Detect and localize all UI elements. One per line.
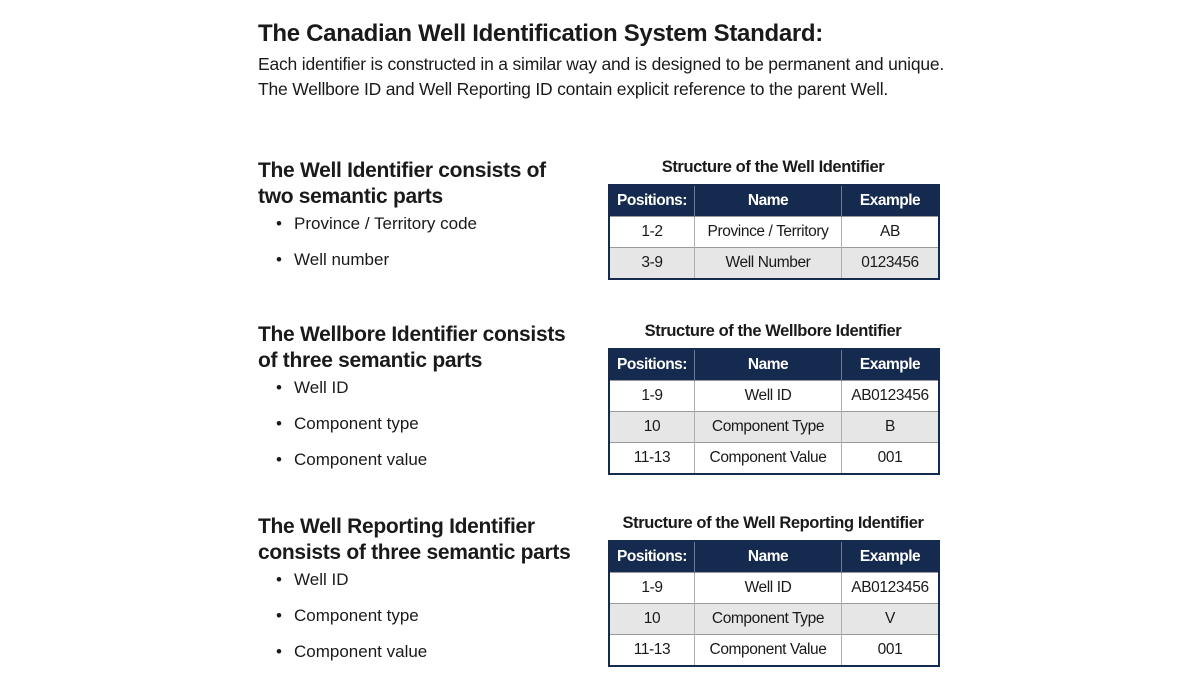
- table-header-row: [609, 185, 939, 217]
- bullet-list: [276, 214, 477, 286]
- cell-example: 0123456: [842, 248, 940, 280]
- bullet-list: [276, 378, 427, 486]
- list-item: • Component type: [276, 414, 427, 450]
- table-title: Structure of the Well Reporting Identifier: [622, 514, 924, 532]
- cell-name: Component Type: [695, 604, 842, 635]
- cell-positions: 10: [609, 412, 695, 443]
- cell-positions: 1-9: [609, 381, 695, 412]
- column-header-name: Name: [695, 541, 842, 573]
- list-item: • Well ID: [276, 378, 427, 414]
- column-header-example: Example: [842, 349, 940, 381]
- section-heading: The Wellbore Identifier consists of three semantic parts: [258, 323, 566, 372]
- cell-name: Province / Territory: [695, 217, 842, 248]
- column-header-positions: Positions:: [609, 185, 695, 217]
- table-row: [609, 412, 939, 443]
- cell-name: Well Number: [695, 248, 842, 280]
- table-title: Structure of the Well Identifier: [661, 158, 885, 176]
- well-reporting-identifier-table: [608, 540, 940, 667]
- table-row: [609, 604, 939, 635]
- cell-name: Component Value: [695, 635, 842, 667]
- list-item: • Well number: [276, 250, 477, 286]
- document-page: [258, 20, 958, 680]
- table-row: [609, 381, 939, 412]
- section-heading: The Well Reporting Identifier consists of three semantic parts: [258, 515, 571, 564]
- cell-example: 001: [842, 443, 940, 475]
- list-item: • Component type: [276, 606, 427, 642]
- cell-name: Component Value: [695, 443, 842, 475]
- column-header-positions: Positions:: [609, 349, 695, 381]
- table-title: Structure of the Wellbore Identifier: [644, 322, 902, 340]
- cell-positions: 11-13: [609, 635, 695, 667]
- table-row: [609, 443, 939, 475]
- table-row: [609, 635, 939, 667]
- cell-example: V: [842, 604, 940, 635]
- cell-positions: 1-2: [609, 217, 695, 248]
- cell-example: B: [842, 412, 940, 443]
- column-header-name: Name: [695, 349, 842, 381]
- column-header-example: Example: [842, 185, 940, 217]
- wellbore-identifier-table: [608, 348, 940, 475]
- cell-example: AB0123456: [842, 381, 940, 412]
- intro-paragraph: Each identifier is constructed in a similar way and is designed to be permanent and unique. The Wellbore ID and Well Reporting ID contain explicit reference to the parent Well.: [258, 54, 945, 99]
- cell-name: Well ID: [695, 573, 842, 604]
- cell-positions: 3-9: [609, 248, 695, 280]
- table-row: [609, 248, 939, 280]
- cell-positions: 1-9: [609, 573, 695, 604]
- cell-example: 001: [842, 635, 940, 667]
- well-identifier-table: [608, 184, 940, 280]
- column-header-name: Name: [695, 185, 842, 217]
- page-title: The Canadian Well Identification System Standard:: [258, 20, 823, 47]
- cell-name: Well ID: [695, 381, 842, 412]
- column-header-positions: Positions:: [609, 541, 695, 573]
- table-row: [609, 573, 939, 604]
- cell-positions: 10: [609, 604, 695, 635]
- bullet-list: [276, 570, 427, 678]
- list-item: • Component value: [276, 450, 427, 486]
- cell-positions: 11-13: [609, 443, 695, 475]
- cell-example: AB0123456: [842, 573, 940, 604]
- table-header-row: [609, 349, 939, 381]
- cell-example: AB: [842, 217, 940, 248]
- list-item: • Well ID: [276, 570, 427, 606]
- table-header-row: [609, 541, 939, 573]
- list-item: • Province / Territory code: [276, 214, 477, 250]
- cell-name: Component Type: [695, 412, 842, 443]
- table-row: [609, 217, 939, 248]
- list-item: • Component value: [276, 642, 427, 678]
- column-header-example: Example: [842, 541, 940, 573]
- section-heading: The Well Identifier consists of two semantic parts: [258, 159, 546, 208]
